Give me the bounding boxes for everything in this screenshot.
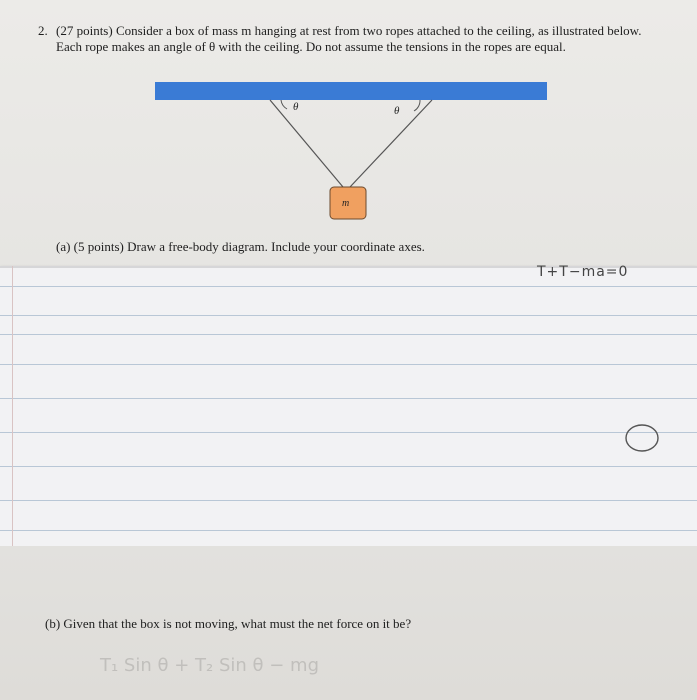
angle-arc-left [281,100,287,109]
angle-label-right: θ [394,105,400,117]
angle-arc-right [414,100,420,111]
part-b-prompt: (b) Given that the box is not moving, what must the net force on it be? [45,616,412,631]
rope-left [270,100,343,187]
question-intro-line1: (27 points) Consider a box of mass m hanging at rest from two ropes attached to the ceiling, as illustrated below. [56,23,642,38]
faint-handwriting-b: T₁ Sin θ + T₂ Sin θ − mg [100,655,320,676]
handwritten-answer-a: T+T−ma=0 [537,264,629,280]
mass-box-label: m [342,198,350,209]
question-number: 2. [38,23,48,38]
rope-right [350,100,432,187]
handwritten-circle-mark [626,425,658,451]
question-intro-line2: Each rope makes an angle of θ with the ceiling. Do not assume the tensions in the ropes are equal. [56,39,566,54]
part-a-prompt: (a) (5 points) Draw a free-body diagram. Include your coordinate axes. [56,239,425,254]
ceiling-bar [155,82,547,100]
angle-label-left: θ [293,101,299,113]
